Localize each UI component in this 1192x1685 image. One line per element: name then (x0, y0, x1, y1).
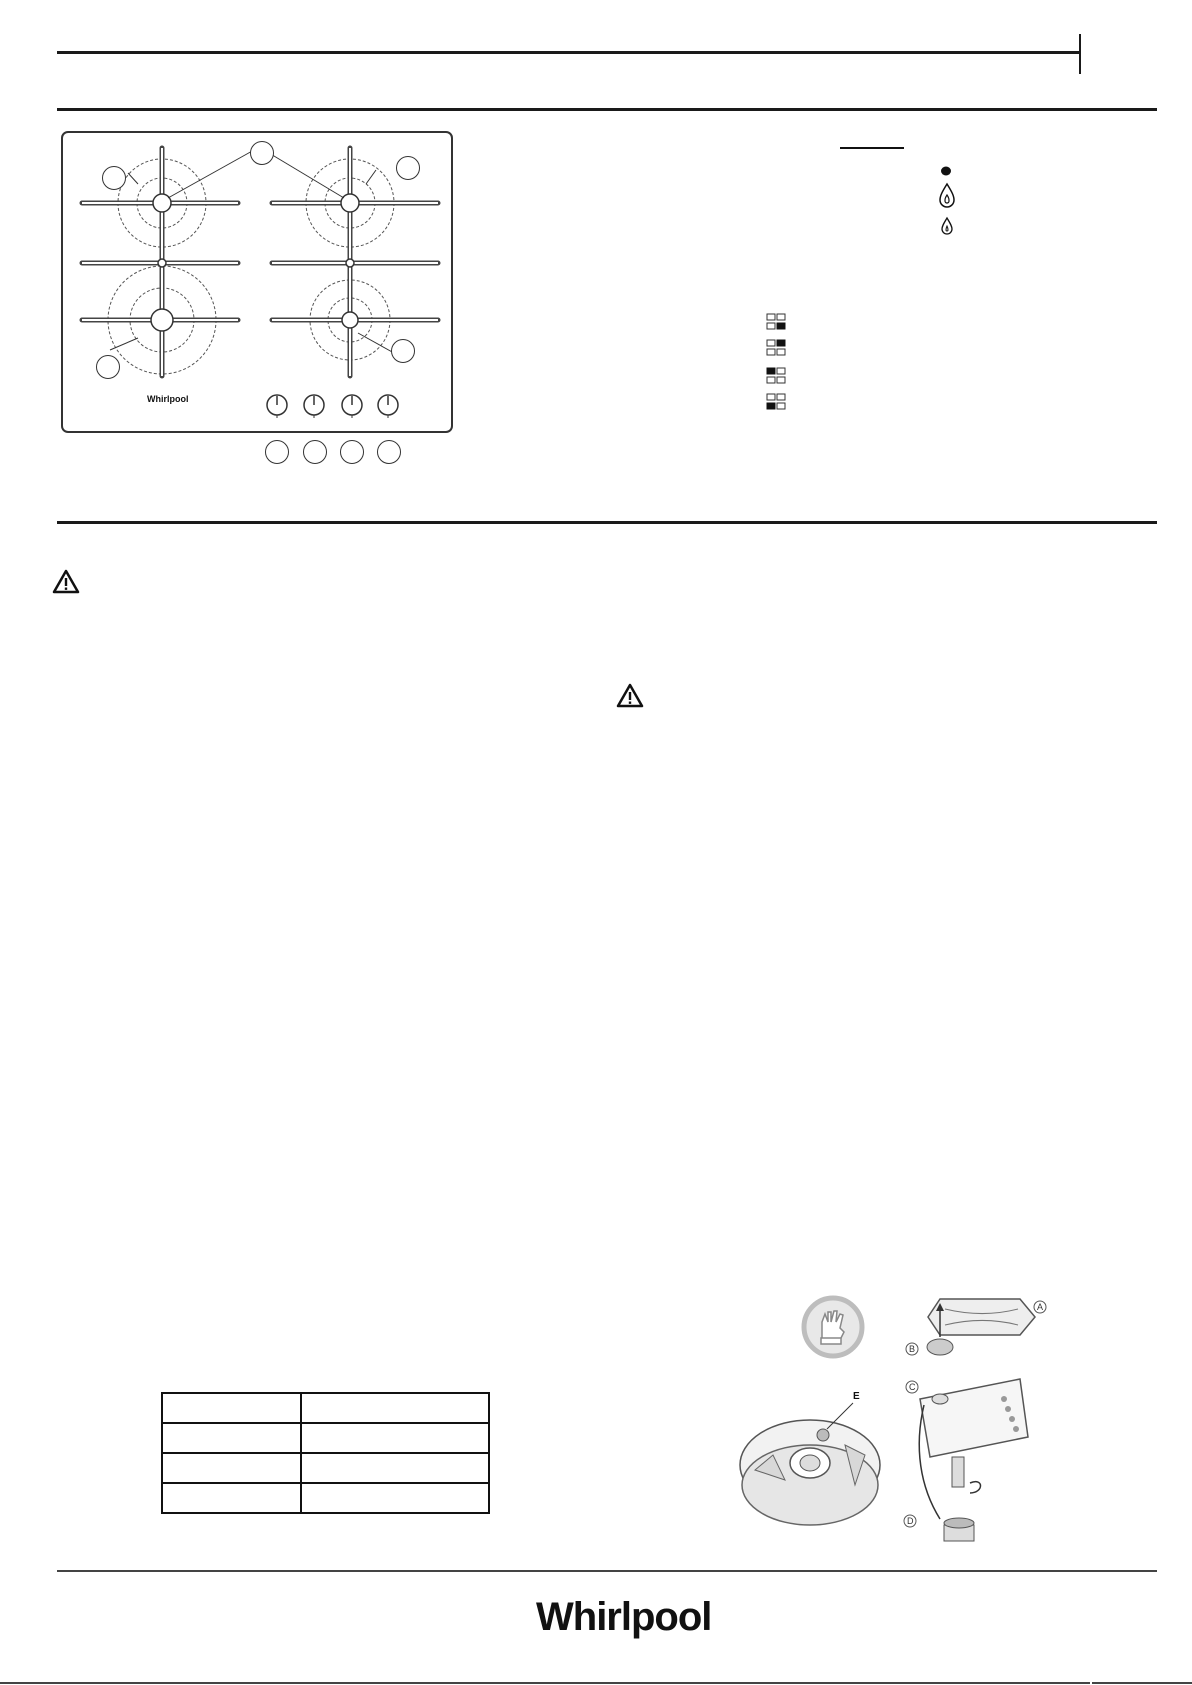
burner-cap-figure (735, 1385, 885, 1535)
assembly-figure (900, 1287, 1060, 1542)
position-bottom-right-icon (766, 313, 788, 331)
label-d: D (907, 1516, 914, 1526)
label-a: A (1037, 1302, 1044, 1312)
warning-triangle-icon (616, 683, 644, 709)
hob-brand-label: Whirlpool (147, 394, 189, 404)
section-rule-middle (57, 521, 1157, 524)
section-rule-top (57, 108, 1157, 111)
header-tick (1079, 34, 1081, 74)
callout-burner-rear-left (102, 166, 126, 190)
table-row (162, 1393, 489, 1423)
callout-burner-front-right (391, 339, 415, 363)
gas-table (161, 1392, 490, 1514)
filled-dot-icon (936, 164, 956, 178)
header-rule (57, 51, 1081, 54)
callout-burner-front-left (96, 355, 120, 379)
large-flame-icon (938, 182, 956, 208)
legend-underline (840, 147, 904, 149)
callout-knob-1 (265, 440, 289, 464)
table-row (162, 1453, 489, 1483)
position-top-right-icon (766, 339, 788, 357)
table-row (162, 1423, 489, 1453)
footer-bottom-rule (0, 1682, 1090, 1684)
footer-rule (57, 1570, 1157, 1572)
label-e: E (853, 1391, 860, 1402)
label-c: C (909, 1382, 916, 1392)
callout-knob-2 (303, 440, 327, 464)
brand-logo: Whirlpool (536, 1595, 712, 1639)
footer-bottom-rule-right (1092, 1682, 1192, 1684)
position-top-left-icon (766, 367, 788, 385)
table-row (162, 1483, 489, 1513)
warning-triangle-icon (52, 569, 80, 595)
label-b: B (909, 1344, 916, 1354)
callout-control-group (250, 141, 274, 165)
small-flame-icon (940, 216, 954, 236)
callout-knob-3 (340, 440, 364, 464)
position-bottom-left-icon (766, 393, 788, 411)
callout-knob-4 (377, 440, 401, 464)
glove-icon (800, 1294, 866, 1360)
callout-burner-rear-right (396, 156, 420, 180)
